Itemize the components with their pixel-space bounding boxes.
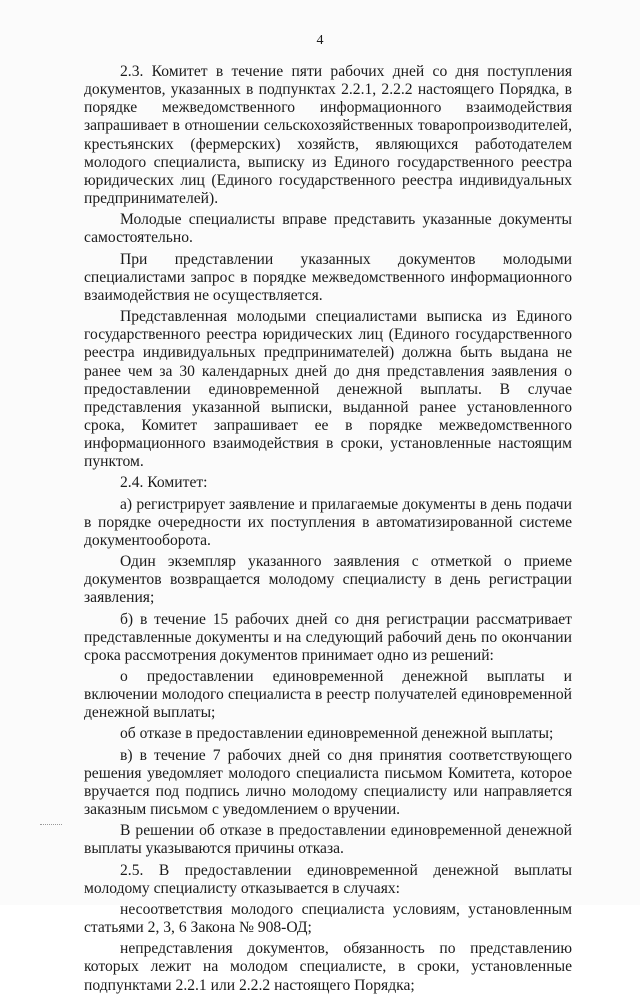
paragraph-nonsubmission: непредставления документов, обязанность по представлению которых лежит на молодом специалисте, в сроки, установленные подпунктами 2.2.1 или 2.2.2 настоящего Порядка; bbox=[84, 940, 572, 994]
paragraph-2-3: 2.3. Комитет в течение пяти рабочих дней со дня поступления документов, указанных в подпунктах 2.2.1, 2.2.2 настоящего Порядка, в порядке межведомственного информационного взаимодействия запрашивает в отношении сельскохозяйственных товаропроизводителей, крестьянских (фермерских) хозяйств, являющихся работодателем молодого специалиста, выписку из Единого государственного реестра юридических лиц (Единого государственного реестра индивидуальных предпринимателей). bbox=[84, 63, 572, 208]
paragraph-self-submission: Молодые специалисты вправе представить указанные документы самостоятельно. bbox=[84, 211, 572, 247]
paragraph-nonconformity: несоответствия молодого специалиста условиям, установленным статьями 2, 3, 6 Закона № 908-ОД; bbox=[84, 900, 572, 937]
paragraph-2-4-b: б) в течение 15 рабочих дней со дня регистрации рассматривает представленные документы и на следующий рабочий день по окончании срока рассмотрения документов принимает одно из решений: bbox=[84, 610, 572, 664]
paragraph-2-4-v: в) в течение 7 рабочих дней со дня принятия соответствующего решения уведомляет молодого специалиста письмом Комитета, которое вручается под подпись лично молодому специалисту или направляется заказным письмом с уведомлением о вручении. bbox=[84, 746, 572, 819]
paragraph-no-request: При представлении указанных документов молодыми специалистами запрос в порядке межведомственного информационного взаимодействия не осуществляется. bbox=[84, 250, 572, 304]
margin-mark bbox=[40, 824, 62, 826]
paragraph-2-4-a: а) регистрирует заявление и прилагаемые документы в день подачи в порядке очередности их поступления в автоматизированной системе документооборота. bbox=[84, 495, 572, 549]
paragraph-decision-grant: о предоставлении единовременной денежной выплаты и включении молодого специалиста в реестр получателей единовременной денежной выплаты; bbox=[84, 668, 572, 722]
paragraph-refusal-reasons: В решении об отказе в предоставлении единовременной денежной выплаты указываются причины отказа. bbox=[84, 822, 572, 858]
page-number: 4 bbox=[316, 33, 324, 48]
document-body bbox=[84, 63, 572, 995]
paragraph-extract-validity: Представленная молодыми специалистами выписка из Единого государственного реестра юридических лиц (Единого государственного реестра индивидуальных предпринимателей) должна быть выдана не ранее чем за 30 календарных дней до дня представления заявления о предоставлении единовременной денежной выплаты. В случае представления указанной выписки, выданной ранее установленного срока, Комитет запрашивает ее в порядке межведомственного информационного взаимодействия в сроки, установленные настоящим пунктом. bbox=[84, 308, 572, 471]
paragraph-decision-refuse: об отказе в предоставлении единовременной денежной выплаты; bbox=[120, 725, 554, 743]
paragraph-copy-returned: Один экземпляр указанного заявления с отметкой о приеме документов возвращается молодому специалисту в день регистрации заявления; bbox=[84, 553, 572, 607]
paragraph-2-5: 2.5. В предоставлении единовременной денежной выплаты молодому специалисту отказывается в случаях: bbox=[84, 861, 572, 897]
paragraph-2-4: 2.4. Комитет: bbox=[120, 474, 208, 492]
